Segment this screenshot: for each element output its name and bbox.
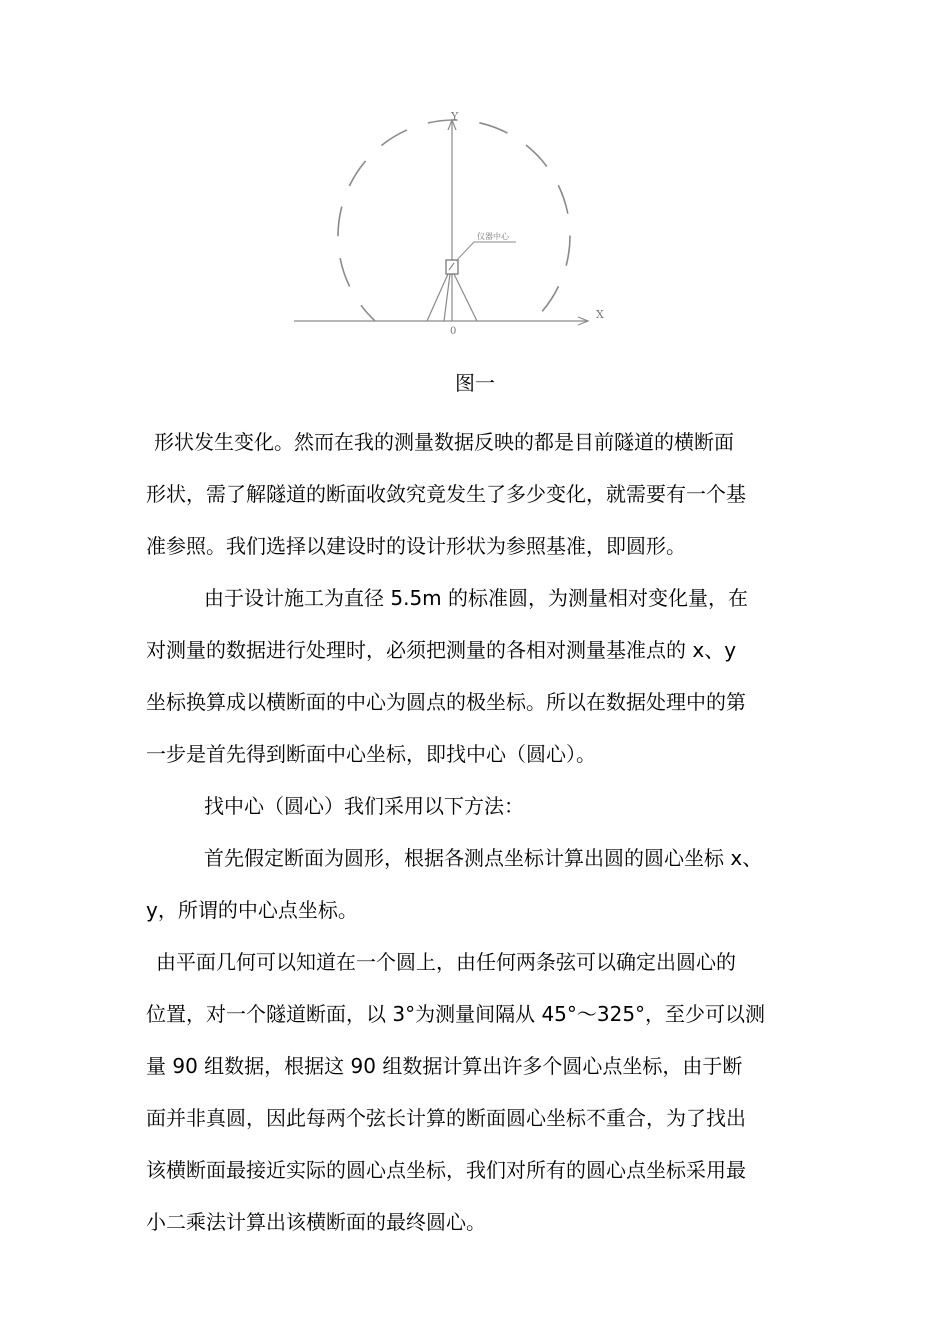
tunnel-outline-circle	[338, 120, 570, 340]
paragraph-5	[146, 936, 810, 1248]
text-line: 小二乘法计算出该横断面的最终圆心。	[146, 1210, 486, 1234]
text-line: 面并非真圆，因此每两个弦长计算的断面圆心坐标不重合，为了找出	[146, 1106, 746, 1130]
tunnel-cross-section-diagram	[290, 108, 620, 340]
tripod-leg-right	[454, 274, 477, 321]
text-line: 由于设计施工为直径 5.5m 的标准圆，为测量相对变化量，在	[204, 586, 749, 610]
text-line: 准参照。我们选择以建设时的设计形状为参照基准，即圆形。	[146, 534, 686, 558]
diagram-canvas	[290, 108, 620, 340]
text-line: 位置，对一个隧道断面，以 3°为测量间隔从 45°～325°，至少可以测	[146, 1002, 766, 1026]
paragraph-1	[146, 416, 810, 572]
text-line: 首先假定断面为圆形，根据各测点坐标计算出圆的圆心坐标 x、	[204, 846, 763, 870]
text-line: 一步是首先得到断面中心坐标，即找中心（圆心）。	[146, 742, 596, 766]
x-axis-label: X	[596, 308, 604, 321]
text-line: 坐标换算成以横断面的中心为圆点的极坐标。所以在数据处理中的第	[146, 690, 746, 714]
paragraph-4	[146, 832, 810, 936]
text-line: 形状发生变化。然而在我的测量数据反映的都是目前隧道的横断面	[154, 430, 734, 454]
figure-caption: 图一	[455, 371, 495, 395]
paragraph-2	[146, 572, 810, 780]
text-line: 形状，需了解隧道的断面收敛究竟发生了多少变化，就需要有一个基	[146, 482, 746, 506]
text-line: y，所谓的中心点坐标。	[146, 898, 358, 922]
text-line: 找中心（圆心）我们采用以下方法：	[204, 794, 524, 818]
text-line: 该横断面最接近实际的圆心点坐标，我们对所有的圆心点坐标采用最	[146, 1158, 746, 1182]
instrument-center-label: 仪器中心	[477, 232, 509, 241]
instrument-leader-line	[456, 242, 516, 261]
paragraph-3	[146, 780, 810, 832]
y-axis-label: Y	[451, 110, 459, 123]
origin-label: 0	[450, 326, 457, 337]
text-line: 对测量的数据进行处理时，必须把测量的各相对测量基准点的 x、y	[146, 638, 737, 662]
text-line: 由平面几何可以知道在一个圆上，由任何两条弦可以确定出圆心的	[156, 950, 736, 974]
instrument-icon	[446, 260, 458, 274]
document-body	[146, 416, 810, 1248]
text-line: 量 90 组数据，根据这 90 组数据计算出许多个圆心点坐标，由于断	[146, 1054, 743, 1078]
